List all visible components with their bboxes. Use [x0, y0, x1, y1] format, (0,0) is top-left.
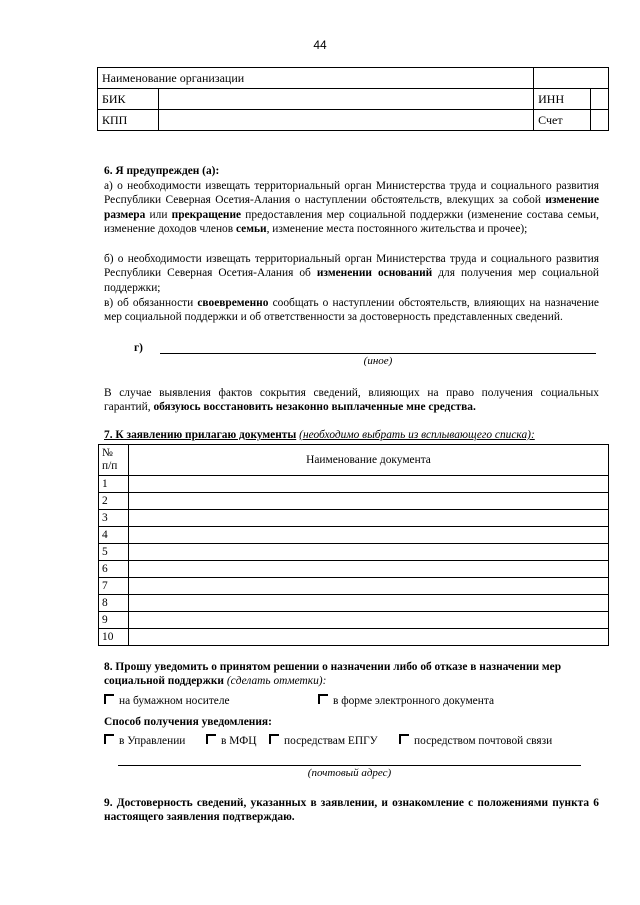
col-number-header: № п/п [99, 445, 129, 476]
section6-item-v: в) об обязанности своевременно сообщать о наступлении обстоятельств, влияющих на назначение мер социальной поддержки и об ответственности за достоверность представленных сведений. [104, 297, 599, 324]
document-select[interactable] [129, 476, 609, 493]
table-row: 4 [99, 527, 609, 544]
checkbox-icon[interactable] [104, 694, 114, 704]
method-epgu-option[interactable]: посредствам ЕПГУ [269, 734, 378, 747]
table-row: 8 [99, 595, 609, 612]
checkbox-icon[interactable] [318, 694, 328, 704]
table-row: 2 [99, 493, 609, 510]
table-row: 9 [99, 612, 609, 629]
section7-title: 7. К заявлению прилагаю документы (необходимо выбрать из всплывающего списка): [104, 429, 535, 441]
org-name-field[interactable] [534, 68, 609, 89]
document-select[interactable] [129, 612, 609, 629]
section9-title: 9. Достоверность сведений, указанных в заявлении, и ознакомление с положениями пункта 6 настоящего заявления подтверждаю. [104, 797, 599, 824]
section6-item-a: а) о необходимости извещать территориальный орган Министерства труда и социального развития Республики Северная Осетия-Алания о наступлении обстоятельств, влекущих за собой изменение размера или прекращение предоставления мер социальной поддержки (изменение состава семьи, изменение доходов членов семьи, изменение места постоянного жительства и прочее); [104, 180, 599, 236]
document-select[interactable] [129, 527, 609, 544]
concealment-note: В случае выявления фактов сокрытия сведений, влияющих на право получения социальных гарантий, обязуюсь восстановить незаконно выплаченные мне средства. [104, 387, 599, 414]
checkbox-icon[interactable] [399, 734, 409, 744]
org-name-label: Наименование организации [98, 68, 534, 89]
document-select[interactable] [129, 629, 609, 646]
notification-method-title: Способ получения уведомления: [104, 716, 272, 728]
documents-table [98, 444, 609, 646]
col-document-name-header: Наименование документа [129, 445, 609, 476]
document-select[interactable] [129, 595, 609, 612]
notify-paper-option[interactable]: на бумажном носителе [104, 694, 230, 707]
page-number: 44 [313, 38, 327, 52]
document-select[interactable] [129, 493, 609, 510]
document-select[interactable] [129, 561, 609, 578]
checkbox-icon[interactable] [206, 734, 216, 744]
checkbox-icon[interactable] [269, 734, 279, 744]
table-row: 5 [99, 544, 609, 561]
table-row: 3 [99, 510, 609, 527]
method-post-option[interactable]: посредством почтовой связи [399, 734, 552, 747]
postal-address-caption: (почтовый адрес) [307, 767, 392, 779]
other-input-line[interactable] [160, 353, 596, 354]
inn-label: ИНН [534, 89, 591, 110]
checkbox-icon[interactable] [104, 734, 114, 744]
organization-details-table [97, 67, 609, 131]
method-mfc-option[interactable]: в МФЦ [206, 734, 256, 747]
table-row: 10 [99, 629, 609, 646]
other-caption: (иное) [363, 355, 393, 367]
section6-item-b: б) о необходимости извещать территориальный орган Министерства труда и социального развития Республики Северная Осетия-Алания об изменении оснований для получения мер социальной поддержки; [104, 253, 600, 294]
table-row: 7 [99, 578, 609, 595]
table-row: 1 [99, 476, 609, 493]
section8-title: 8. Прошу уведомить о принятом решении о назначении либо об отказе в назначении мер социальной поддержки (сделать отметки): [104, 661, 562, 688]
section6-title: 6. Я предупрежден (а): [104, 165, 220, 177]
notify-electronic-option[interactable]: в форме электронного документа [318, 694, 494, 707]
document-select[interactable] [129, 544, 609, 561]
document-select[interactable] [129, 578, 609, 595]
bik-label: БИК [98, 89, 159, 110]
postal-address-line[interactable] [118, 765, 581, 766]
bik-field[interactable] [159, 89, 534, 110]
document-select[interactable] [129, 510, 609, 527]
kpp-label: КПП [98, 110, 159, 131]
account-label: Счет [534, 110, 591, 131]
kpp-field[interactable] [159, 110, 534, 131]
method-office-option[interactable]: в Управлении [104, 734, 185, 747]
inn-field[interactable] [591, 89, 609, 110]
table-row: 6 [99, 561, 609, 578]
account-field[interactable] [591, 110, 609, 131]
section6-item-g-label: г) [134, 342, 143, 354]
